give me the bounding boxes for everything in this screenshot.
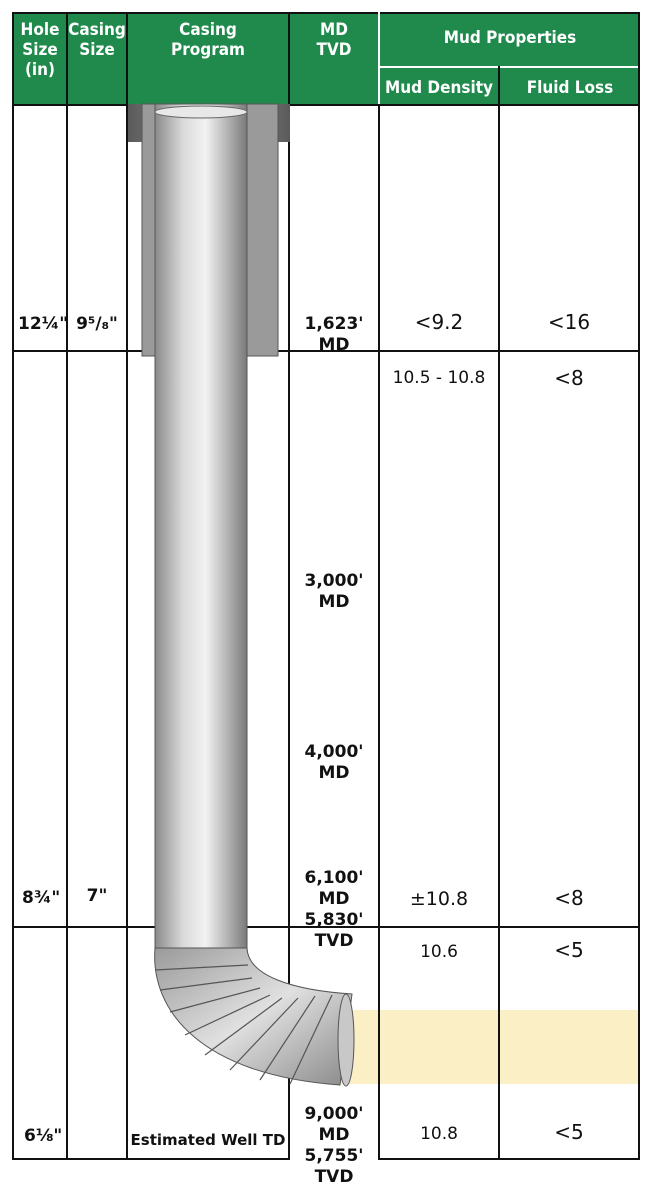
mud-density-3-bottom: 10.8 — [420, 1124, 458, 1144]
depth-2b: 4,000' MD — [304, 742, 364, 783]
fluid-loss-1: <16 — [547, 310, 591, 334]
estimated-well-td-label: Estimated Well TD — [130, 1131, 286, 1149]
mud-density-2-top: 10.5 - 10.8 — [392, 368, 486, 388]
header-md-tvd: MD TVD — [290, 14, 378, 104]
mud-density-1: <9.2 — [414, 310, 464, 334]
header-hole-size: Hole Size (in) — [14, 14, 66, 104]
header-fluid-loss: Fluid Loss — [500, 68, 640, 104]
header-mud-properties: Mud Properties — [380, 14, 640, 66]
depth-3: 9,000' MD 5,755' TVD — [290, 1104, 378, 1188]
mud-density-2-bottom: ±10.8 — [409, 888, 469, 910]
depth-2c: 6,100' MD 5,830' TVD — [304, 868, 364, 951]
mud-density-3-top: 10.6 — [420, 942, 458, 962]
depth-2a: 3,000' MD — [304, 571, 364, 612]
production-casing — [155, 104, 247, 949]
casing-size-2: 7" — [86, 886, 108, 906]
header-casing-size: Casing Size — [68, 14, 126, 104]
fluid-loss-2-bottom: <8 — [554, 886, 584, 910]
fluid-loss-3-bottom: <5 — [554, 1120, 584, 1144]
casing-size-1: 9⁵/₈" — [76, 314, 118, 334]
hole-size-3: 6⅛" — [24, 1126, 63, 1146]
header-casing-program: Casing Program — [128, 14, 288, 104]
hole-size-1: 12¼" — [18, 314, 69, 334]
fluid-loss-3-top: <5 — [554, 938, 584, 962]
header-mud-density: Mud Density — [380, 68, 498, 104]
depth-1: 1,623' MD — [304, 314, 364, 355]
hole-size-2: 8¾" — [22, 888, 61, 908]
fluid-loss-2-top: <8 — [554, 366, 584, 390]
